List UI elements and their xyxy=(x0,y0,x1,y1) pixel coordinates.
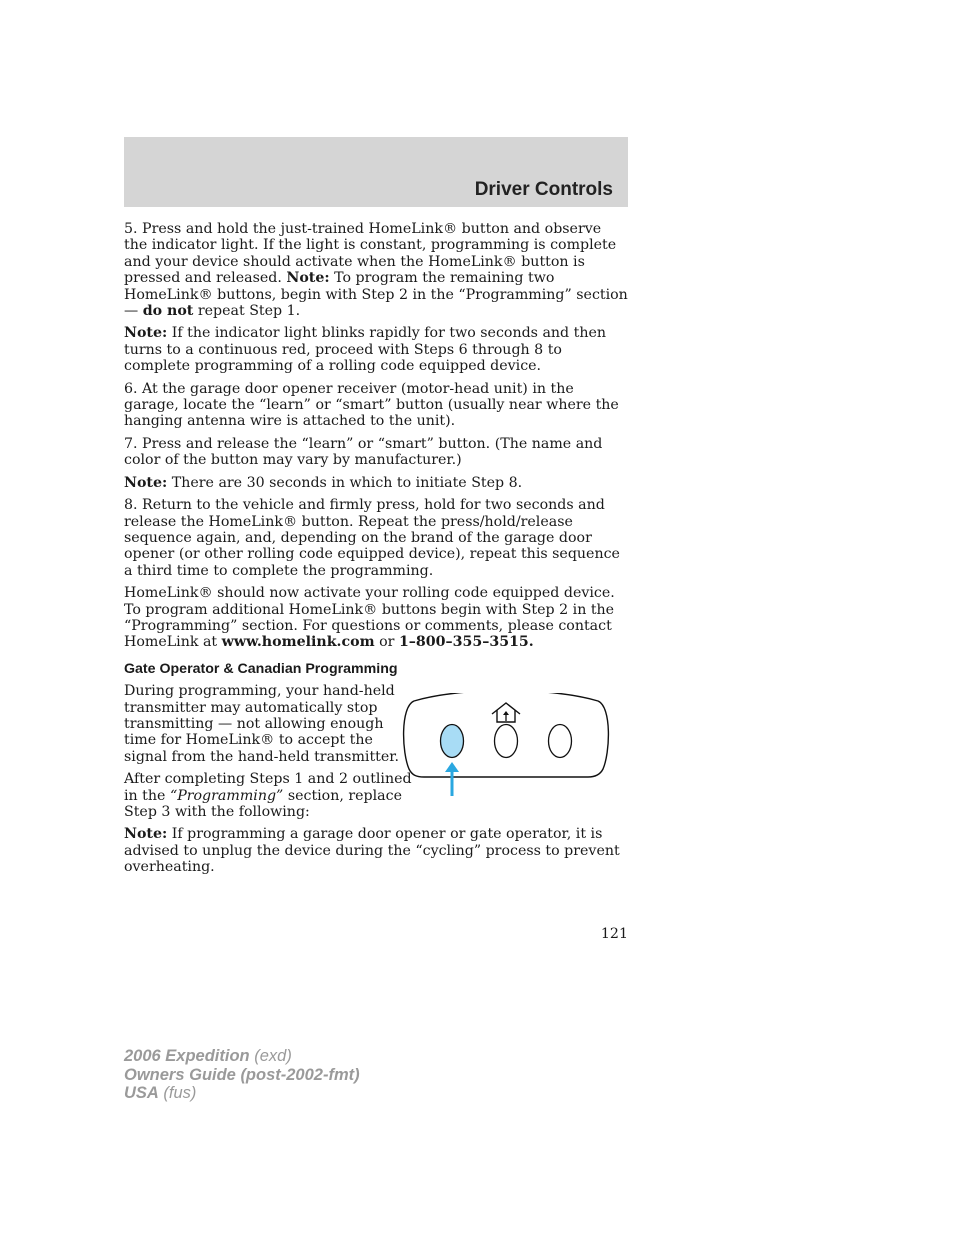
homelink-url: www.homelink.com xyxy=(221,634,375,651)
homelink-phone: 1–800–355–3515. xyxy=(398,634,534,651)
footer-line-1: 2006 Expedition (exd) xyxy=(124,1047,292,1065)
homelink-button-2 xyxy=(495,725,518,758)
page-number: 121 xyxy=(600,926,628,942)
step-7-paragraph: 7. Press and release the “learn” or “smart” button. (The name and color of the button may vary by manufacturer.) xyxy=(124,435,603,469)
homelink-contact-paragraph: HomeLink® should now activate your rolling code equipped device. To program additional HomeLink® buttons begin with Step 2 in the “Programming” section. For questions or comments, please contact HomeLink at www.homelink.com or 1–800–355–3515. xyxy=(124,585,615,651)
footer-line-2: Owners Guide (post-2002-fmt) xyxy=(124,1065,360,1084)
note-indicator-paragraph: Note: If the indicator light blinks rapidly for two seconds and then turns to a continuous red, proceed with Steps 6 through 8 to complete programming of a rolling code equipped device. xyxy=(124,325,607,375)
homelink-button-3 xyxy=(549,725,572,758)
gate-operator-heading: Gate Operator & Canadian Programming xyxy=(124,660,398,677)
note-30-seconds-paragraph: Note: There are 30 seconds in which to initiate Step 8. xyxy=(124,474,523,491)
step-5-paragraph: 5. Press and hold the just-trained HomeLink® button and observe the indicator light. If the light is constant, programming is complete and your device should activate when the HomeLink® button is pressed and released. Note: To program the remaining two HomeLink® buttons, begin with Step 2 in the “Programming” section — do not repeat Step 1. xyxy=(124,221,628,320)
section-title: Driver Controls xyxy=(474,179,613,200)
gate-programming-text xyxy=(124,683,414,820)
step-6-paragraph: 6. At the garage door opener receiver (motor-head unit) in the garage, locate the “learn” or “smart” button (usually near where the hanging antenna wire is attached to the unit). xyxy=(124,380,619,430)
note-overheating-paragraph: Note: If programming a garage door opener or gate operator, it is advised to unplug the device during the “cycling” process to prevent overheating. xyxy=(124,826,620,876)
document-footer xyxy=(124,1047,360,1103)
step-8-paragraph: 8. Return to the vehicle and firmly press, hold for two seconds and release the HomeLink® button. Repeat the press/hold/release sequence again, and, depending on the brand of the garage door opener (or other rolling code equipped device), repeat this sequence a third time to complete the programming. xyxy=(124,497,620,579)
homelink-button-1 xyxy=(441,725,464,758)
gate-paragraph-2: After completing Steps 1 and 2 outlined in the “Programming” section, replace Step 3 with the following: xyxy=(124,771,412,820)
footer-line-3: USA (fus) xyxy=(124,1084,197,1102)
gate-paragraph-1: During programming, your hand-held transmitter may automatically stop transmitting — not allowing enough time for HomeLink® to accept the signal from the hand-held transmitter. xyxy=(124,683,399,765)
section-header-band xyxy=(124,137,628,207)
page-content xyxy=(124,221,628,882)
homelink-buttons-diagram xyxy=(400,693,612,803)
gate-programming-block xyxy=(124,683,628,820)
